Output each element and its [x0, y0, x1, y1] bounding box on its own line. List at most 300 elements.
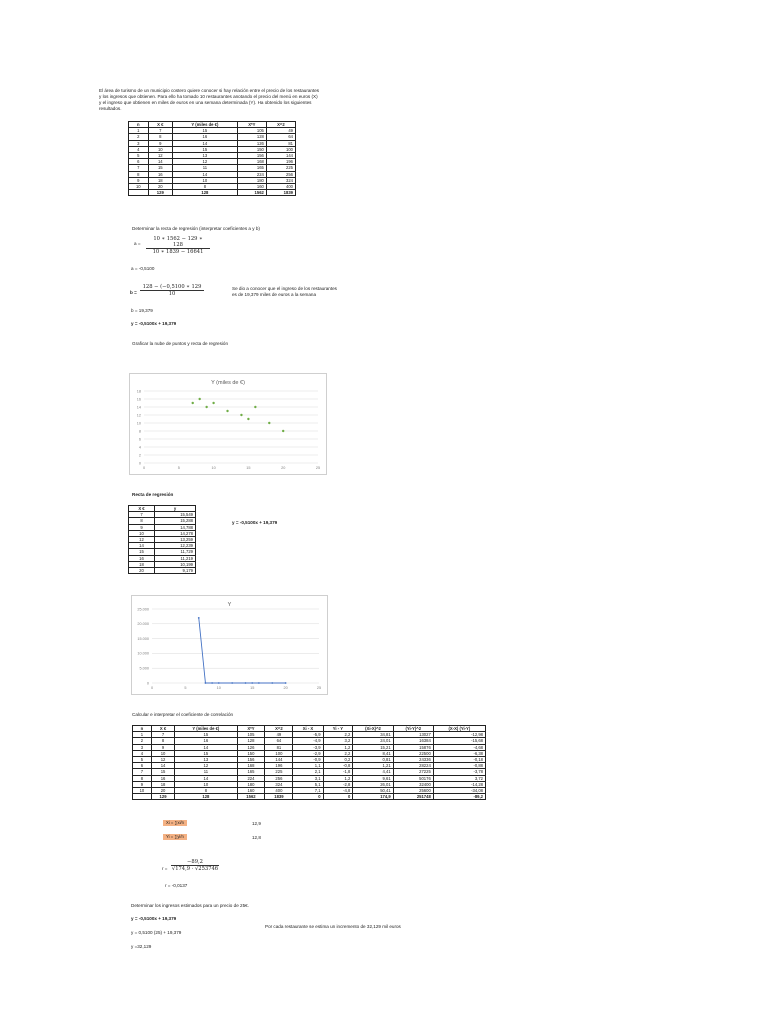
- table-cell: -6,38: [433, 750, 485, 756]
- chart-title: Y: [227, 602, 232, 608]
- correlation-table: [132, 725, 486, 800]
- table-cell: 165: [237, 165, 266, 171]
- table-cell: -14,28: [433, 781, 485, 787]
- data-point: [231, 682, 233, 684]
- data-point: [205, 682, 207, 684]
- table-cell: 256: [266, 171, 295, 177]
- line-chart: [131, 595, 328, 695]
- table-cell: 8: [175, 788, 237, 794]
- table-cell: 16: [151, 775, 174, 781]
- table-cell: 18: [151, 781, 174, 787]
- y-mean-label: Yi = ∑yi/n: [163, 834, 187, 840]
- x-tick-label: 0: [142, 466, 146, 470]
- prediction-table: [128, 505, 196, 574]
- y-tick-label: 10: [136, 421, 141, 426]
- table-cell: 2,1: [293, 769, 323, 775]
- table-cell: 9: [129, 177, 149, 183]
- table-cell: 5,1: [293, 781, 323, 787]
- table-cell: -0,88: [433, 763, 485, 769]
- y-tick-label: 16: [136, 397, 141, 402]
- table-cell: 225: [265, 769, 293, 775]
- table-cell: 27225: [393, 769, 433, 775]
- total-cell: 128: [172, 190, 237, 196]
- table-cell: 20: [129, 568, 155, 574]
- intro-paragraph: [99, 88, 349, 112]
- table-cell: 15876: [393, 744, 433, 750]
- table-cell: 8: [133, 775, 152, 781]
- table-cell: 14: [129, 543, 155, 549]
- scatter-chart-svg: [130, 374, 326, 474]
- table-cell: 180: [237, 177, 266, 183]
- table-cell: 10: [172, 177, 237, 183]
- table-cell: 22500: [393, 750, 433, 756]
- y-mean-value: 12,8: [252, 835, 261, 840]
- table-cell: 10: [148, 146, 172, 152]
- table-cell: 400: [265, 788, 293, 794]
- column-header: Xi - X: [293, 726, 323, 732]
- table-cell: 400: [266, 184, 295, 190]
- y-tick-label: 6: [138, 437, 141, 442]
- x-tick-label: 10: [211, 466, 216, 470]
- a-formula: [146, 236, 210, 255]
- table-cell: 14: [151, 763, 174, 769]
- table-cell: 128: [237, 738, 265, 744]
- b-note-line: Se dio a conocer que el ingreso de los restaurantes: [232, 286, 337, 291]
- intro-line: El área de turismo de un municipio costero quiere conocer si hay relación entre el precio de los restaurantes: [99, 88, 320, 93]
- data-point: [198, 617, 200, 619]
- data-point: [212, 402, 214, 404]
- table-cell: 13: [172, 153, 237, 159]
- data-point: [271, 682, 273, 684]
- totals-row: [133, 794, 486, 800]
- table-cell: 50176: [393, 775, 433, 781]
- table-cell: 15,21: [353, 744, 393, 750]
- table-cell: 16: [172, 134, 237, 140]
- data-point: [247, 418, 249, 420]
- table-cell: 9: [151, 744, 174, 750]
- table-cell: 64: [265, 738, 293, 744]
- table-cell: 15: [175, 732, 237, 738]
- table-cell: 26,01: [353, 781, 393, 787]
- table-cell: 8: [148, 134, 172, 140]
- table-cell: 100: [265, 750, 293, 756]
- table-cell: 12: [129, 537, 155, 543]
- series-line: [199, 618, 286, 683]
- estimate-equation: y = -0,5100x + 19,379: [131, 916, 177, 921]
- recta-heading: Recta de regresión: [132, 492, 174, 497]
- x-tick-label: 10: [216, 686, 221, 690]
- r-value: r = -0,0137: [165, 883, 188, 888]
- table-cell: 3,72: [433, 775, 485, 781]
- total-cell: 129: [151, 794, 174, 800]
- y-tick-label: 5.000: [139, 666, 149, 671]
- total-cell: 0: [293, 794, 323, 800]
- totals-row: [129, 190, 296, 196]
- column-header: X^2: [265, 726, 293, 732]
- table2-equation: y = -0,5100x + 19,379: [232, 520, 278, 525]
- table-cell: 14,788: [155, 524, 196, 530]
- b-formula: [140, 284, 204, 297]
- table-cell: 225: [266, 165, 295, 171]
- table-cell: 18: [129, 561, 155, 567]
- table-cell: 6: [129, 159, 149, 165]
- table-cell: 7: [133, 769, 152, 775]
- estimate-result: y =32,129: [131, 944, 152, 949]
- table-cell: -0,18: [433, 757, 485, 763]
- table-cell: 6: [133, 763, 152, 769]
- table-cell: 7: [151, 732, 174, 738]
- chart-title: Y (miles de €): [211, 380, 245, 386]
- table-cell: 34,81: [353, 732, 393, 738]
- table-cell: -2,8: [323, 781, 353, 787]
- table-cell: 49: [265, 732, 293, 738]
- x-tick-label: 20: [281, 466, 286, 470]
- table-cell: 196: [265, 763, 293, 769]
- data-point: [192, 402, 194, 404]
- table-cell: -4,9: [293, 738, 323, 744]
- data-point: [285, 682, 287, 684]
- table-cell: 16: [129, 555, 155, 561]
- x-tick-label: 0: [150, 686, 154, 690]
- table-cell: 165: [237, 769, 265, 775]
- table-cell: 16384: [393, 738, 433, 744]
- table-cell: 20: [151, 788, 174, 794]
- table-cell: 8: [151, 738, 174, 744]
- table-cell: 9,61: [353, 775, 393, 781]
- data-point: [218, 682, 220, 684]
- total-cell: [129, 190, 149, 196]
- regression-equation: y = -0,5100x + 19,379: [131, 321, 177, 326]
- scatter-heading: Graficar la nube de puntos y recta de regresión: [132, 341, 229, 346]
- data-point: [258, 682, 260, 684]
- table-cell: 128: [237, 134, 266, 140]
- y-tick-label: 18: [136, 389, 141, 394]
- column-header: X*Y: [237, 122, 266, 128]
- table-cell: 13: [175, 757, 237, 763]
- table-cell: 1,2: [323, 775, 353, 781]
- table-cell: 160: [237, 184, 266, 190]
- line-chart-svg: [132, 596, 327, 694]
- r-denominator: √174,9 · √253746: [171, 866, 219, 872]
- table-cell: 7: [129, 512, 155, 518]
- table-cell: 10: [151, 750, 174, 756]
- table-row: [129, 568, 196, 574]
- table-cell: 14: [172, 171, 237, 177]
- table-cell: 105: [237, 128, 266, 134]
- r-label: r =: [162, 866, 168, 871]
- b-numerator: 128 − (−0,5100 ∗ 129: [140, 284, 204, 291]
- table-cell: 324: [266, 177, 295, 183]
- x-mean-label: Xi = ∑xi/n: [163, 820, 187, 826]
- table-cell: -4,8: [323, 788, 353, 794]
- total-cell: 1562: [237, 190, 266, 196]
- table-cell: 156: [237, 153, 266, 159]
- y-tick-label: 14: [136, 405, 141, 410]
- table-cell: 7,1: [293, 788, 323, 794]
- column-header: (X-X) (Yi-Y): [433, 726, 485, 732]
- x-tick-label: 15: [250, 686, 255, 690]
- data-table: [128, 121, 296, 196]
- table-cell: 168: [237, 763, 265, 769]
- total-cell: 128: [175, 794, 237, 800]
- table-cell: 256: [265, 775, 293, 781]
- table-cell: 144: [265, 757, 293, 763]
- total-cell: 251748: [393, 794, 433, 800]
- table-cell: 15: [175, 750, 237, 756]
- x-tick-label: 5: [184, 686, 187, 690]
- estimate-note: Por cada restaurante se estima un incremento de 32,129 mil euros: [265, 924, 401, 929]
- b-denominator: 10: [168, 291, 176, 297]
- y-tick-label: 8: [138, 429, 141, 434]
- b-value: b = 19,379: [131, 308, 153, 313]
- data-point: [240, 414, 242, 416]
- table-cell: 49: [266, 128, 295, 134]
- a-denominator: 10 ∗ 1839 − 16641: [152, 249, 204, 255]
- table-cell: 5: [133, 757, 152, 763]
- table-cell: 4,41: [353, 769, 393, 775]
- table-cell: 13027: [393, 732, 433, 738]
- table-cell: 64: [266, 134, 295, 140]
- r-numerator: −89,2: [171, 859, 219, 866]
- table-cell: 105: [237, 732, 265, 738]
- data-point: [211, 682, 213, 684]
- table-cell: 4: [133, 750, 152, 756]
- a-value: a = -0,5100: [131, 266, 155, 271]
- x-tick-label: 25: [315, 466, 321, 470]
- table-cell: 15: [172, 128, 237, 134]
- b-note-line: es de 19,379 miles de euros a la semana: [232, 292, 317, 297]
- table-cell: 126: [237, 140, 266, 146]
- table-cell: 15: [129, 549, 155, 555]
- table-cell: 224: [237, 171, 266, 177]
- table-cell: 5: [129, 153, 149, 159]
- intro-line: resultados.: [99, 106, 122, 111]
- y-tick-label: 0: [146, 681, 149, 686]
- table-cell: 12: [172, 159, 237, 165]
- table-cell: 1,2: [323, 744, 353, 750]
- r-formula: [171, 859, 219, 872]
- table-cell: 10: [129, 184, 149, 190]
- x-mean-value: 12,9: [252, 821, 261, 826]
- table-cell: -15,68: [433, 738, 485, 744]
- data-point: [226, 410, 228, 412]
- table-cell: 11,729: [155, 549, 196, 555]
- table-cell: 24336: [393, 757, 433, 763]
- x-tick-label: 5: [177, 466, 180, 470]
- table-cell: -0,9: [293, 757, 323, 763]
- table-cell: 14: [172, 140, 237, 146]
- table-cell: 180: [237, 781, 265, 787]
- table-cell: 150: [237, 146, 266, 152]
- table-cell: 1,21: [353, 763, 393, 769]
- table-cell: -0,8: [323, 763, 353, 769]
- table-cell: 12: [175, 763, 237, 769]
- column-header: Yi - Y: [323, 726, 353, 732]
- table-cell: 15: [151, 769, 174, 775]
- table-cell: 0,2: [323, 757, 353, 763]
- correlation-heading: Calcular e interpretar el coeficiente de correlación: [132, 712, 234, 717]
- table-cell: 9,179: [155, 568, 196, 574]
- table-cell: 2: [129, 134, 149, 140]
- table-cell: 1: [129, 128, 149, 134]
- table-cell: 2,2: [323, 750, 353, 756]
- table-cell: 15: [148, 165, 172, 171]
- table-cell: 150: [237, 750, 265, 756]
- table-cell: 156: [237, 757, 265, 763]
- x-tick-label: 20: [283, 686, 288, 690]
- table-cell: 3,1: [293, 775, 323, 781]
- y-tick-label: 12: [136, 413, 141, 418]
- table-cell: -2,9: [293, 750, 323, 756]
- table-cell: 0,81: [353, 757, 393, 763]
- x-tick-label: 25: [316, 686, 322, 690]
- total-cell: 129: [148, 190, 172, 196]
- table-cell: 7: [129, 165, 149, 171]
- regression-heading: Determinar la recta de regresión (interpretar coeficientes a y b): [132, 226, 260, 231]
- data-point: [198, 398, 200, 400]
- table-cell: 3: [133, 744, 152, 750]
- table-cell: 10: [133, 788, 152, 794]
- table-cell: 168: [237, 159, 266, 165]
- table-cell: 11,219: [155, 555, 196, 561]
- table-cell: 15,288: [155, 518, 196, 524]
- table-cell: 1,1: [293, 763, 323, 769]
- table-cell: 11: [172, 165, 237, 171]
- table-cell: 3,2: [323, 738, 353, 744]
- total-cell: 1839: [265, 794, 293, 800]
- table-cell: 28224: [393, 763, 433, 769]
- table-cell: 32400: [393, 781, 433, 787]
- table-cell: 1: [133, 732, 152, 738]
- intro-line: y el ingreso que obtienen en miles de euros en una semana determinada (Y). Ha obtenido los siguientes: [99, 100, 312, 105]
- column-header: n: [129, 122, 149, 128]
- table-cell: 2,2: [323, 732, 353, 738]
- total-cell: 0: [323, 794, 353, 800]
- table-cell: -12,98: [433, 732, 485, 738]
- y-tick-label: 2: [138, 453, 141, 458]
- data-point: [205, 406, 207, 408]
- table-cell: 7: [148, 128, 172, 134]
- table-cell: 20: [148, 184, 172, 190]
- data-point: [268, 422, 270, 424]
- column-header: n: [133, 726, 152, 732]
- table-cell: 11: [175, 769, 237, 775]
- table-cell: -3,9: [293, 744, 323, 750]
- column-header: X €: [148, 122, 172, 128]
- table-cell: -34,08: [433, 788, 485, 794]
- y-tick-label: 0: [138, 461, 141, 466]
- y-tick-label: 4: [138, 445, 141, 450]
- table-cell: 2: [133, 738, 152, 744]
- column-header: y: [155, 506, 196, 512]
- column-header: (Xi-X)^2: [353, 726, 393, 732]
- table-cell: 14: [175, 744, 237, 750]
- table-cell: -3,78: [433, 769, 485, 775]
- column-header: (Yi-Y)^2: [393, 726, 433, 732]
- table-cell: 81: [265, 744, 293, 750]
- table-cell: -5,9: [293, 732, 323, 738]
- table-cell: 16: [148, 171, 172, 177]
- b-label: b =: [130, 290, 137, 295]
- table-cell: 324: [265, 781, 293, 787]
- table-cell: 12,239: [155, 543, 196, 549]
- table-cell: 10: [175, 781, 237, 787]
- table-cell: 25600: [393, 788, 433, 794]
- table-cell: 14: [148, 159, 172, 165]
- table-cell: 8: [129, 518, 155, 524]
- table-cell: 10: [129, 530, 155, 536]
- estimate-substitution: y = 0,5100 (25) + 19,379: [131, 930, 182, 935]
- total-cell: 1562: [237, 794, 265, 800]
- data-point: [254, 406, 256, 408]
- table-cell: 8: [172, 184, 237, 190]
- table-cell: 14: [175, 775, 237, 781]
- y-tick-label: 15.000: [137, 636, 149, 641]
- table-cell: 4: [129, 146, 149, 152]
- table-cell: 12: [151, 757, 174, 763]
- total-cell: [133, 794, 152, 800]
- table-cell: -4,68: [433, 744, 485, 750]
- table-cell: 9: [148, 140, 172, 146]
- table-cell: 8: [129, 171, 149, 177]
- estimate-heading: Determinar los ingresos estimados para un precio de 25€.: [131, 903, 249, 908]
- table-cell: 9: [133, 781, 152, 787]
- total-cell: 1839: [266, 190, 295, 196]
- table-cell: 10,199: [155, 561, 196, 567]
- table-cell: 16: [175, 738, 237, 744]
- table-cell: 8,41: [353, 750, 393, 756]
- table-cell: 81: [266, 140, 295, 146]
- intro-line: y los ingresos que obtienen. Para ello ha tomado 10 restaurantes anotando el precio del menú en euros (X): [99, 94, 318, 99]
- table-cell: 13,259: [155, 537, 196, 543]
- column-header: X^2: [266, 122, 295, 128]
- table-cell: 15,549: [155, 512, 196, 518]
- table-cell: 18: [148, 177, 172, 183]
- a-numerator: 10 ∗ 1562 − 129 ∗ 128: [146, 236, 210, 249]
- column-header: Y (miles de €): [175, 726, 237, 732]
- table-cell: 144: [266, 153, 295, 159]
- table-cell: 224: [237, 775, 265, 781]
- table-cell: 50,41: [353, 788, 393, 794]
- table-cell: 160: [237, 788, 265, 794]
- data-point: [282, 430, 284, 432]
- column-header: X €: [151, 726, 174, 732]
- x-tick-label: 15: [246, 466, 251, 470]
- table-cell: 14,278: [155, 530, 196, 536]
- y-tick-label: 25.000: [137, 607, 149, 612]
- a-label: a =: [134, 241, 141, 246]
- y-tick-label: 20.000: [137, 622, 149, 627]
- table-cell: 3: [129, 140, 149, 146]
- column-header: X €: [129, 506, 155, 512]
- total-cell: 174,9: [353, 794, 393, 800]
- table-cell: 12: [148, 153, 172, 159]
- table-cell: 9: [129, 524, 155, 530]
- table-cell: 100: [266, 146, 295, 152]
- table-cell: 15: [172, 146, 237, 152]
- y-tick-label: 10.000: [137, 651, 149, 656]
- table-cell: 24,01: [353, 738, 393, 744]
- scatter-chart: [129, 373, 327, 475]
- table-cell: -1,8: [323, 769, 353, 775]
- table-cell: 196: [266, 159, 295, 165]
- data-point: [251, 682, 253, 684]
- data-point: [245, 682, 247, 684]
- column-header: X*Y: [237, 726, 265, 732]
- table-cell: 126: [237, 744, 265, 750]
- total-cell: -89,2: [433, 794, 485, 800]
- column-header: Y (miles de €): [172, 122, 237, 128]
